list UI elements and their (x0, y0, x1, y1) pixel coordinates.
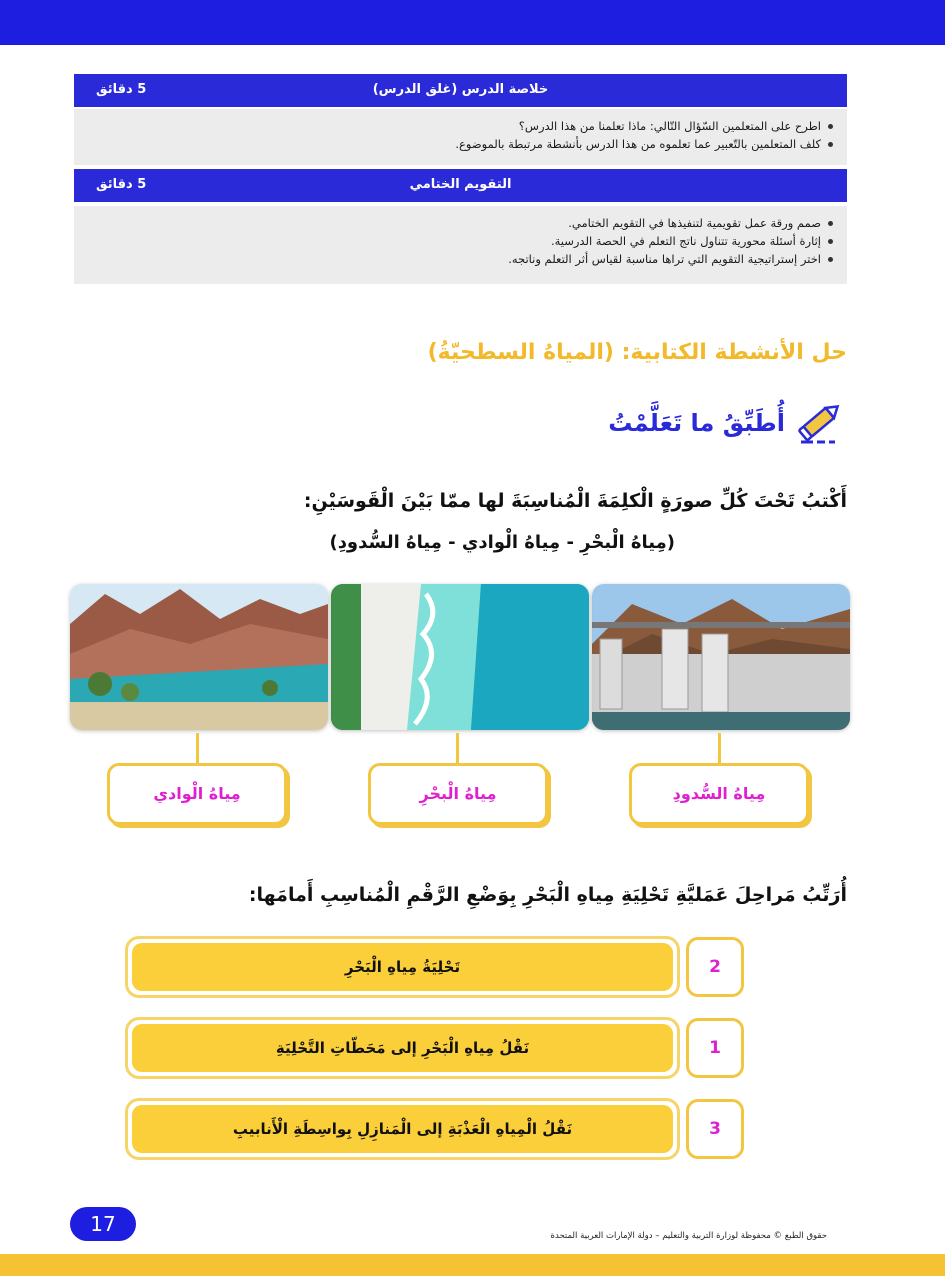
apply-heading-row (608, 398, 847, 448)
connector-line (456, 733, 459, 763)
summary-title: خلاصة الدرس (غلق الدرس) (372, 82, 549, 97)
wadi-photo (70, 584, 328, 730)
step-number-box[interactable]: 2 (686, 937, 744, 997)
step-bar (125, 936, 680, 998)
bottom-color-band (0, 1254, 945, 1276)
page-number: 17 (70, 1207, 136, 1241)
step-number-box[interactable]: 3 (686, 1099, 744, 1159)
sea-photo (331, 584, 589, 730)
summary-body (74, 109, 847, 165)
step-bar (125, 1017, 680, 1079)
step-text: نَقْلُ مِياهِ الْبَحْرِ إلى مَحَطّاتِ التَّحْلِيَةِ (132, 1024, 673, 1072)
assessment-duration: 5 دقائق (96, 177, 147, 192)
question-2: أُرَتِّبُ مَراحِلَ عَمَليَّةِ تَحْلِيَةِ مِياهِ الْبَحْرِ بِوَضْعِ الرَّقْمِ الْمُناسِبِ أَمامَها: (248, 884, 847, 906)
step-text: نَقْلُ الْمِياهِ الْعَذْبَةِ إلى الْمَنازِلِ بِواسِطَةِ الْأَنابيبِ (132, 1105, 673, 1153)
assessment-item: إثارة أسئلة محورية تتناول ناتج التعلم في الحصة الدرسية. (86, 232, 835, 250)
label-box-dam[interactable]: مِياهُ السُّدودِ (629, 763, 809, 825)
question-1: أَكْتبُ تَحْتَ كُلِّ صورَةٍ الْكلِمَةَ الْمُناسِبَةَ لها ممّا بَيْنَ الْقَوسَيْنِ: (303, 490, 847, 512)
step-bar (125, 1098, 680, 1160)
assessment-item: اختر إستراتيجية التقويم التي تراها مناسبة لقياس أثر التعلم وناتجه. (86, 250, 835, 268)
summary-duration: 5 دقائق (96, 82, 147, 97)
label-box-sea[interactable]: مِياهُ الْبحْرِ (368, 763, 548, 825)
summary-item: اطرح على المتعلمين السّؤال التّالي: ماذا تعلمنا من هذا الدرس؟ (86, 117, 835, 135)
connector-line (196, 733, 199, 763)
pencil-icon (795, 396, 847, 450)
copyright-notice: حقوق الطبع © محفوظة لوزارة التربية والتعليم – دولة الإمارات العربية المتحدة (550, 1231, 827, 1241)
assessment-title: التقويم الختامي (409, 177, 512, 192)
assessment-header (74, 169, 847, 202)
summary-header (74, 74, 847, 107)
apply-heading: أُطَبِّقُ ما تَعَلَّمْتُ (608, 409, 785, 437)
step-text: تَحْلِيَةُ مِياهِ الْبَحْرِ (132, 943, 673, 991)
step-number-box[interactable]: 1 (686, 1018, 744, 1078)
connector-line (718, 733, 721, 763)
top-color-band (0, 0, 945, 45)
assessment-item: صمم ورقة عمل تقويمية لتنفيذها في التقويم الختامي. (86, 214, 835, 232)
summary-item: كلف المتعلمين بالتّعبير عما تعلموه من هذا الدرس بأنشطة مرتبطة بالموضوع. (86, 135, 835, 153)
dam-photo (592, 584, 850, 730)
word-choices: (مِياهُ الْبحْرِ - مِياهُ الْوادي - مِياهُ السُّدودِ) (329, 532, 675, 553)
label-box-wadi[interactable]: مِياهُ الْوادي (107, 763, 287, 825)
activities-title: حل الأنشطة الكتابية: (المياهُ السطحيّةُ) (427, 340, 847, 365)
assessment-body (74, 206, 847, 284)
